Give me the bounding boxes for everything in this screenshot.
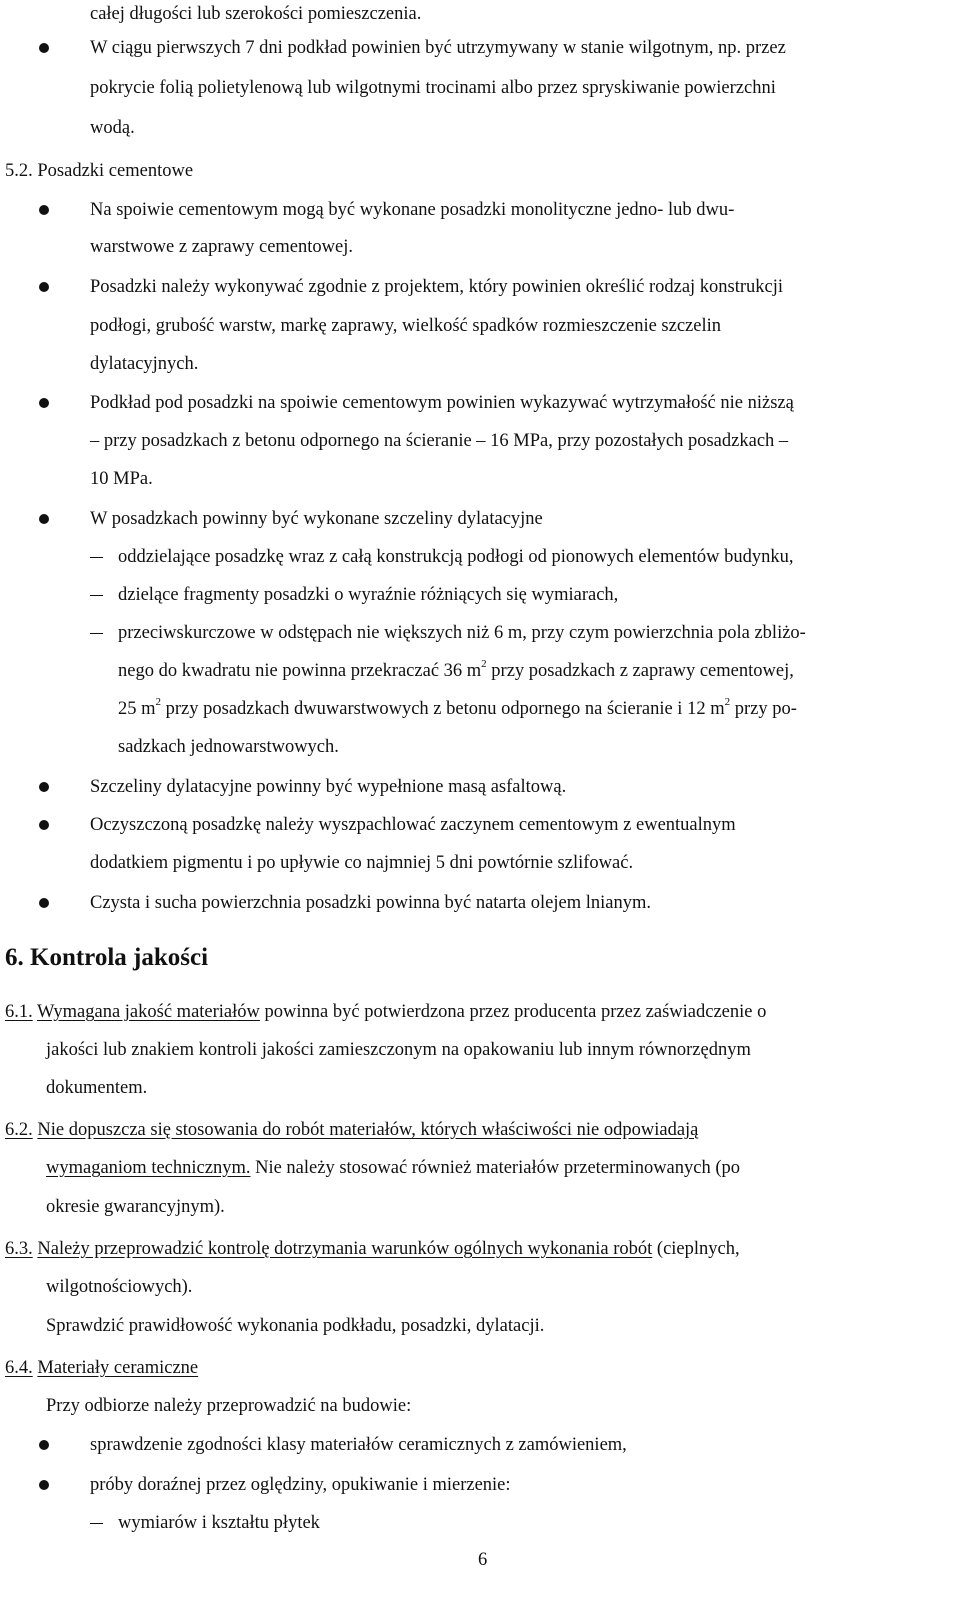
- text-span: nego do kwadratu nie powinna przekraczać 36 m: [118, 661, 482, 681]
- text-span: Nie należy stosować również materiałów przeterminowanych (po: [250, 1158, 741, 1178]
- text-line: Sprawdzić prawidłowość wykonania podkładu, posadzki, dylatacji.: [46, 1316, 545, 1336]
- text-line: wodą.: [90, 118, 135, 138]
- bullet-icon: [39, 782, 49, 792]
- text-line: sprawdzenie zgodności klasy materiałów ceramicznych z zamówieniem,: [90, 1435, 627, 1455]
- underlined-text: Należy przeprowadzić kontrolę dotrzymania warunków ogólnych wykonania robót: [37, 1239, 653, 1259]
- underlined-text: Materiały ceramiczne: [37, 1358, 199, 1378]
- text-line: W ciągu pierwszych 7 dni podkład powinien być utrzymywany w stanie wilgotnym, np. przez: [90, 38, 786, 58]
- text-line: dodatkiem pigmentu i po upływie co najmniej 5 dni powtórnie szlifować.: [90, 853, 634, 873]
- text-line: dzielące fragmenty posadzki o wyraźnie różniących się wymiarach,: [118, 585, 619, 605]
- text-span: przy posadzkach z zaprawy cementowej,: [486, 661, 794, 681]
- text-line: okresie gwarancyjnym).: [46, 1197, 225, 1217]
- text-line: Oczyszczoną posadzkę należy wyszpachlować zaczynem cementowym z ewentualnym: [90, 815, 736, 835]
- superscript: 2: [155, 696, 162, 708]
- text-line: sadzkach jednowarstwowych.: [118, 737, 339, 757]
- text-line: [46, 1156, 740, 1180]
- text-line: Szczeliny dylatacyjne powinny być wypełnione masą asfaltową.: [90, 777, 567, 797]
- bullet-icon: [39, 514, 49, 524]
- text-line: warstwowe z zaprawy cementowej.: [90, 237, 353, 257]
- underlined-text: Nie dopuszcza się stosowania do robót materiałów, których właściwości nie odpowiadają: [37, 1120, 699, 1140]
- text-line: Na spoiwie cementowym mogą być wykonane posadzki monolityczne jedno- lub dwu-: [90, 200, 735, 220]
- text-line: [5, 1118, 698, 1142]
- dash-marker: [90, 595, 103, 596]
- text-line: – przy posadzkach z betonu odpornego na ścieranie – 16 MPa, przy pozostałych posadzkach –: [90, 431, 789, 451]
- text-line: pokrycie folią polietylenową lub wilgotnymi trocinami albo przez spryskiwanie powierzchni: [90, 78, 776, 98]
- underlined-text: Wymagana jakość materiałów: [37, 1002, 260, 1022]
- bullet-icon: [39, 1440, 49, 1450]
- text-line: wymiarów i kształtu płytek: [118, 1513, 320, 1533]
- text-line: W posadzkach powinny być wykonane szczeliny dylatacyjne: [90, 509, 543, 529]
- text-line: całej długości lub szerokości pomieszczenia.: [90, 4, 422, 24]
- text-line: 10 MPa.: [90, 469, 153, 489]
- section-number: 6.1.: [5, 1002, 33, 1022]
- text-line: Przy odbiorze należy przeprowadzić na budowie:: [46, 1396, 412, 1416]
- superscript: 2: [481, 658, 487, 670]
- section-number: 6.2.: [5, 1120, 33, 1140]
- chapter-heading: 6. Kontrola jakości: [5, 944, 209, 971]
- underlined-text: wymaganiom technicznym.: [46, 1158, 251, 1178]
- section-number: 6.3.: [5, 1239, 33, 1259]
- dash-marker: [90, 557, 103, 558]
- text-line: Posadzki należy wykonywać zgodnie z projektem, który powinien określić rodzaj konstrukcji: [90, 277, 784, 297]
- text-line: [118, 659, 794, 683]
- text-span: 25 m: [118, 699, 156, 719]
- bullet-icon: [39, 820, 49, 830]
- text-line: jakości lub znakiem kontroli jakości zamieszczonym na opakowaniu lub innym równorzędnym: [46, 1040, 751, 1060]
- text-line: Podkład pod posadzki na spoiwie cementowym powinien wykazywać wytrzymałość nie niższą: [90, 393, 794, 413]
- bullet-icon: [39, 205, 49, 215]
- dash-marker: [90, 633, 103, 634]
- text-line: oddzielające posadzkę wraz z całą konstrukcją podłogi od pionowych elementów budynku,: [118, 547, 794, 567]
- text-span: powinna być potwierdzona przez producenta przez zaświadczenie o: [259, 1002, 767, 1022]
- bullet-icon: [39, 898, 49, 908]
- bullet-icon: [39, 398, 49, 408]
- bullet-icon: [39, 1480, 49, 1490]
- text-line: [118, 697, 797, 721]
- bullet-icon: [39, 43, 49, 53]
- text-line: dylatacyjnych.: [90, 354, 199, 374]
- text-line: przeciwskurczowe w odstępach nie większych niż 6 m, przy czym powierzchnia pola zbliżo-: [118, 623, 806, 643]
- page-number: 6: [478, 1550, 488, 1570]
- text-line: Czysta i sucha powierzchnia posadzki powinna być natarta olejem lnianym.: [90, 893, 651, 913]
- text-line: dokumentem.: [46, 1078, 148, 1098]
- text-line: [5, 1237, 740, 1261]
- text-line: [5, 1000, 766, 1024]
- text-line: próby doraźnej przez oględziny, opukiwanie i mierzenie:: [90, 1475, 511, 1495]
- text-line: podłogi, grubość warstw, markę zaprawy, wielkość spadków rozmieszczenie szczelin: [90, 316, 721, 336]
- section-number: 6.4.: [5, 1358, 33, 1378]
- section-heading: 5.2. Posadzki cementowe: [5, 161, 194, 181]
- text-line: [5, 1356, 198, 1380]
- text-span: przy posadzkach dwuwarstwowych z betonu odpornego na ścieranie i 12 m: [161, 699, 725, 719]
- text-span: (cieplnych,: [652, 1239, 740, 1259]
- text-span: przy po-: [730, 699, 797, 719]
- dash-marker: [90, 1523, 103, 1524]
- superscript: 2: [724, 696, 731, 708]
- text-line: wilgotnościowych).: [46, 1277, 193, 1297]
- bullet-icon: [39, 282, 49, 292]
